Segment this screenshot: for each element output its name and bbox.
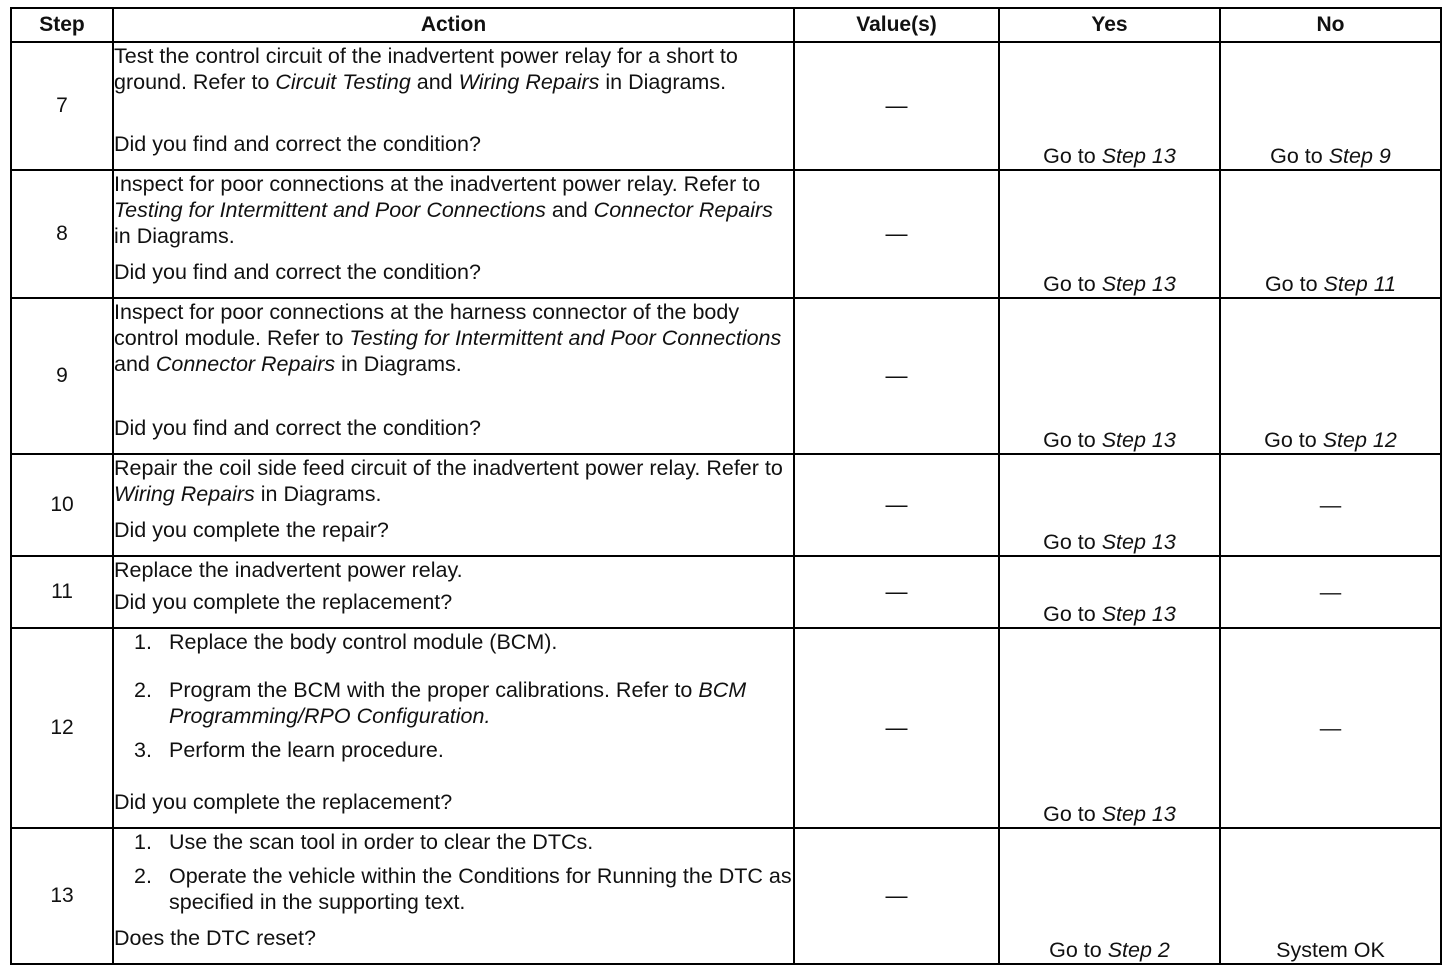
action-content	[114, 299, 793, 441]
action-content	[114, 455, 793, 543]
action-question: Did you find and correct the condition?	[114, 260, 481, 284]
action-content	[114, 43, 793, 157]
action-body	[114, 299, 793, 377]
action-text: and	[545, 198, 594, 222]
yes-cell	[999, 298, 1220, 454]
no-cell	[1220, 170, 1441, 298]
no-cell	[1220, 298, 1441, 454]
yes-step-link[interactable]: Step 13	[1101, 530, 1176, 554]
no-step-link[interactable]: Step 9	[1328, 144, 1391, 168]
no-cell	[1220, 42, 1441, 170]
list-item	[114, 737, 793, 763]
table-row	[11, 298, 1441, 454]
yes-cell	[999, 628, 1220, 828]
action-text: Program the BCM with the proper calibrations. Refer to	[169, 678, 699, 702]
reference-link[interactable]: Testing for Intermittent and Poor Connections	[349, 326, 782, 350]
reference-link[interactable]: Testing for Intermittent and Poor Connections	[114, 198, 546, 222]
action-list	[114, 829, 793, 915]
step-number: 12	[11, 628, 113, 828]
yes-step-link[interactable]: Step 13	[1101, 144, 1176, 168]
yes-cell	[999, 454, 1220, 556]
yes-cell	[999, 170, 1220, 298]
action-cell	[113, 42, 794, 170]
reference-link[interactable]: BCM Programming/RPO Configuration.	[169, 678, 747, 728]
action-cell	[113, 170, 794, 298]
header-action: Action	[113, 8, 794, 42]
diagnostic-table	[10, 7, 1442, 965]
yes-prefix: Go to	[1043, 530, 1102, 554]
action-body	[114, 629, 793, 763]
action-text: in Diagrams.	[335, 352, 462, 376]
list-item-number: 2.	[134, 864, 152, 888]
no-cell	[1220, 628, 1441, 828]
action-text: Inspect for poor connections at the harness connector of the body control module. Refer to	[114, 300, 740, 350]
action-paragraph	[114, 171, 793, 249]
reference-link[interactable]: Circuit Testing	[275, 70, 411, 94]
no-step-link[interactable]: Step 12	[1322, 428, 1397, 452]
header-step: Step	[11, 8, 113, 42]
action-cell	[113, 556, 794, 628]
table-header-row	[11, 8, 1441, 42]
table-row	[11, 628, 1441, 828]
step-number: 10	[11, 454, 113, 556]
action-question: Did you complete the replacement?	[114, 790, 453, 814]
no-cell	[1220, 454, 1441, 556]
value-cell: —	[794, 170, 999, 298]
no-cell	[1220, 556, 1441, 628]
value-cell: —	[794, 42, 999, 170]
action-text: Perform the learn procedure.	[169, 738, 444, 762]
reference-link[interactable]: Wiring Repairs	[114, 482, 255, 506]
action-text: Inspect for poor connections at the inadvertent power relay. Refer to	[114, 172, 761, 196]
value-cell: —	[794, 828, 999, 964]
action-body	[114, 557, 793, 583]
value-cell: —	[794, 628, 999, 828]
no-step-link[interactable]: Step 11	[1323, 272, 1397, 296]
list-item	[114, 863, 793, 915]
no-text: System OK	[1276, 938, 1385, 962]
action-question: Does the DTC reset?	[114, 926, 316, 950]
reference-link[interactable]: Wiring Repairs	[458, 70, 600, 94]
value-cell: —	[794, 454, 999, 556]
action-list	[114, 629, 793, 763]
yes-cell	[999, 556, 1220, 628]
no-prefix: Go to	[1264, 428, 1323, 452]
action-text: Replace the inadvertent power relay.	[114, 558, 463, 582]
action-paragraph	[114, 43, 793, 95]
action-text: Operate the vehicle within the Conditions for Running the DTC as specified in the supporting text.	[169, 864, 792, 914]
table-row	[11, 828, 1441, 964]
header-values: Value(s)	[794, 8, 999, 42]
yes-prefix: Go to	[1049, 938, 1108, 962]
list-item-number: 1.	[134, 630, 152, 654]
action-question: Did you find and correct the condition?	[114, 416, 481, 440]
action-text: Use the scan tool in order to clear the DTCs.	[169, 830, 594, 854]
yes-step-link[interactable]: Step 13	[1101, 428, 1176, 452]
yes-prefix: Go to	[1043, 802, 1102, 826]
action-text: and	[114, 352, 156, 376]
action-cell	[113, 628, 794, 828]
action-body	[114, 829, 793, 915]
no-prefix: Go to	[1270, 144, 1329, 168]
action-body	[114, 171, 793, 249]
header-no: No	[1220, 8, 1441, 42]
list-item-number: 3.	[134, 738, 152, 762]
action-paragraph	[114, 557, 793, 583]
action-question: Did you complete the repair?	[114, 518, 389, 542]
yes-step-link[interactable]: Step 13	[1101, 272, 1176, 296]
table-row	[11, 556, 1441, 628]
no-text: —	[1319, 492, 1342, 517]
no-text: —	[1319, 579, 1342, 604]
action-text: in Diagrams.	[599, 70, 727, 94]
action-question: Did you find and correct the condition?	[114, 132, 481, 156]
action-question: Did you complete the replacement?	[114, 590, 453, 614]
no-cell	[1220, 828, 1441, 964]
no-text: —	[1319, 715, 1342, 740]
header-yes: Yes	[999, 8, 1220, 42]
yes-step-link[interactable]: Step 13	[1101, 602, 1176, 626]
step-number: 9	[11, 298, 113, 454]
yes-prefix: Go to	[1043, 602, 1102, 626]
action-body	[114, 455, 793, 507]
list-item	[114, 829, 793, 855]
action-paragraph	[114, 455, 793, 507]
table-row	[11, 454, 1441, 556]
action-text: in Diagrams.	[114, 224, 235, 248]
step-number: 11	[11, 556, 113, 628]
yes-cell	[999, 42, 1220, 170]
no-prefix: Go to	[1264, 272, 1324, 296]
action-cell	[113, 828, 794, 964]
yes-prefix: Go to	[1043, 428, 1102, 452]
action-content	[114, 829, 793, 951]
yes-step-link[interactable]: Step 13	[1101, 802, 1176, 826]
table-row	[11, 170, 1441, 298]
reference-link[interactable]: Connector Repairs	[155, 352, 336, 376]
action-text: in Diagrams.	[254, 482, 382, 506]
action-cell	[113, 298, 794, 454]
action-text: Replace the body control module (BCM).	[169, 630, 558, 654]
action-content	[114, 171, 793, 285]
action-text: and	[410, 70, 459, 94]
list-item-number: 2.	[134, 678, 152, 702]
step-number: 8	[11, 170, 113, 298]
step-number: 13	[11, 828, 113, 964]
list-item	[114, 629, 793, 655]
list-item-number: 1.	[134, 830, 152, 854]
yes-step-link[interactable]: Step 2	[1107, 938, 1170, 962]
reference-link[interactable]: Connector Repairs	[593, 198, 773, 222]
step-number: 7	[11, 42, 113, 170]
action-content	[114, 557, 793, 615]
action-content	[114, 629, 793, 815]
yes-prefix: Go to	[1043, 272, 1102, 296]
action-cell	[113, 454, 794, 556]
yes-cell	[999, 828, 1220, 964]
value-cell: —	[794, 298, 999, 454]
list-item	[114, 677, 793, 729]
value-cell: —	[794, 556, 999, 628]
yes-prefix: Go to	[1043, 144, 1102, 168]
action-body	[114, 43, 793, 95]
action-text: Repair the coil side feed circuit of the inadvertent power relay. Refer to	[114, 456, 783, 480]
table-row	[11, 42, 1441, 170]
action-paragraph	[114, 299, 793, 377]
action-text: Test the control circuit of the inadvertent power relay for a short to ground. Refer to	[114, 44, 738, 94]
